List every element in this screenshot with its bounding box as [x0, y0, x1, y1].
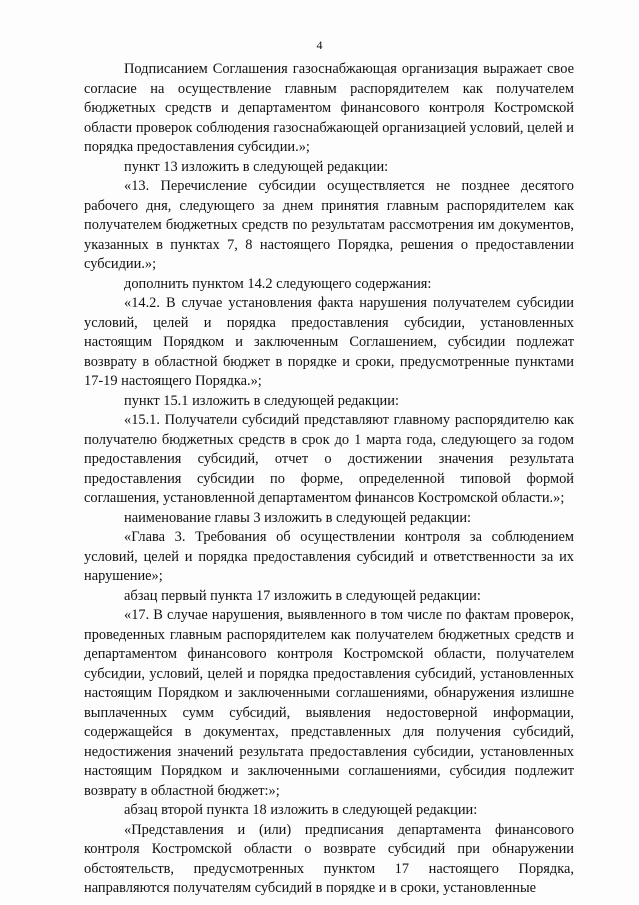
page-number: 4	[316, 38, 323, 52]
paragraph: пункт 13 изложить в следующей редакции:	[124, 158, 389, 175]
paragraph: дополнить пунктом 14.2 следующего содержания:	[124, 275, 432, 292]
paragraph: абзац второй пункта 18 изложить в следующей редакции:	[124, 802, 478, 818]
paragraph: «Представления и (или) предписания департамента финансового контроля Костромской области о возврате субсидий при обнаружении обстоятельств, предусмотренных пунктом 17 настоящего Порядка, направляются получателям субсидий в порядке и в сроки, установленные	[84, 821, 574, 896]
paragraph: «17. В случае нарушения, выявленного в том числе по фактам проверок, проведенных главным распорядителем как получателем бюджетных средств и департаментом финансового контроля Костромской области, получателем субсидии, условий, целей и порядка предоставления субсидий, установленных настоящим Порядком и заключенными соглашениями, обнаружения излишне выплаченных сумм субсидий, выявления недостоверной информации, содержащейся в документах, представленных для получения субсидий, недостижения значений результата предоставления субсидии, установленных настоящим Порядком и заключенными соглашениями, субсидия подлежит возврату в областной бюджет:»;	[84, 607, 574, 799]
paragraph: «13. Перечисление субсидии осуществляется не позднее десятого рабочего дня, следующего за днем принятия главным распорядителем как получателем бюджетных средств по результатам рассмотрения им документов, указанных в пунктах 7, 8 настоящего Порядка, решения о предоставлении субсидии.»;	[84, 178, 574, 272]
paragraph: «Глава 3. Требования об осуществлении контроля за соблюдением условий, целей и порядка предоставления субсидий и ответственности за их нарушение»;	[84, 529, 574, 584]
paragraph: абзац первый пункта 17 изложить в следующей редакции:	[124, 587, 481, 604]
document-body	[84, 60, 574, 899]
paragraph: Подписанием Соглашения газоснабжающая организация выражает свое согласие на осуществление главным распорядителем как получателем бюджетных средств и департаментом финансового контроля Костромской области проверок соблюдения газоснабжающей организацией условий, целей и порядка предоставления субсидии.»;	[84, 61, 574, 155]
paragraph: пункт 15.1 изложить в следующей редакции:	[124, 392, 399, 409]
paragraph: наименование главы 3 изложить в следующей редакции:	[124, 509, 472, 526]
paragraph: «15.1. Получатели субсидий представляют главному распорядителю как получателю бюджетных средств в срок до 1 марта года, следующего за годом предоставления субсидий, отчет о достижении значения результата предоставления субсидии по форме, определенной типовой формой соглашения, установленной департаментом финансов Костромской области.»;	[84, 412, 574, 506]
paragraph: «14.2. В случае установления факта нарушения получателем субсидии условий, целей и порядка предоставления субсидии, установленных настоящим Порядком и заключенным Соглашением, субсидии подлежат возврату в областной бюджет в порядке и сроки, предусмотренные пунктами 17-19 настоящего Порядка.»;	[84, 295, 574, 389]
